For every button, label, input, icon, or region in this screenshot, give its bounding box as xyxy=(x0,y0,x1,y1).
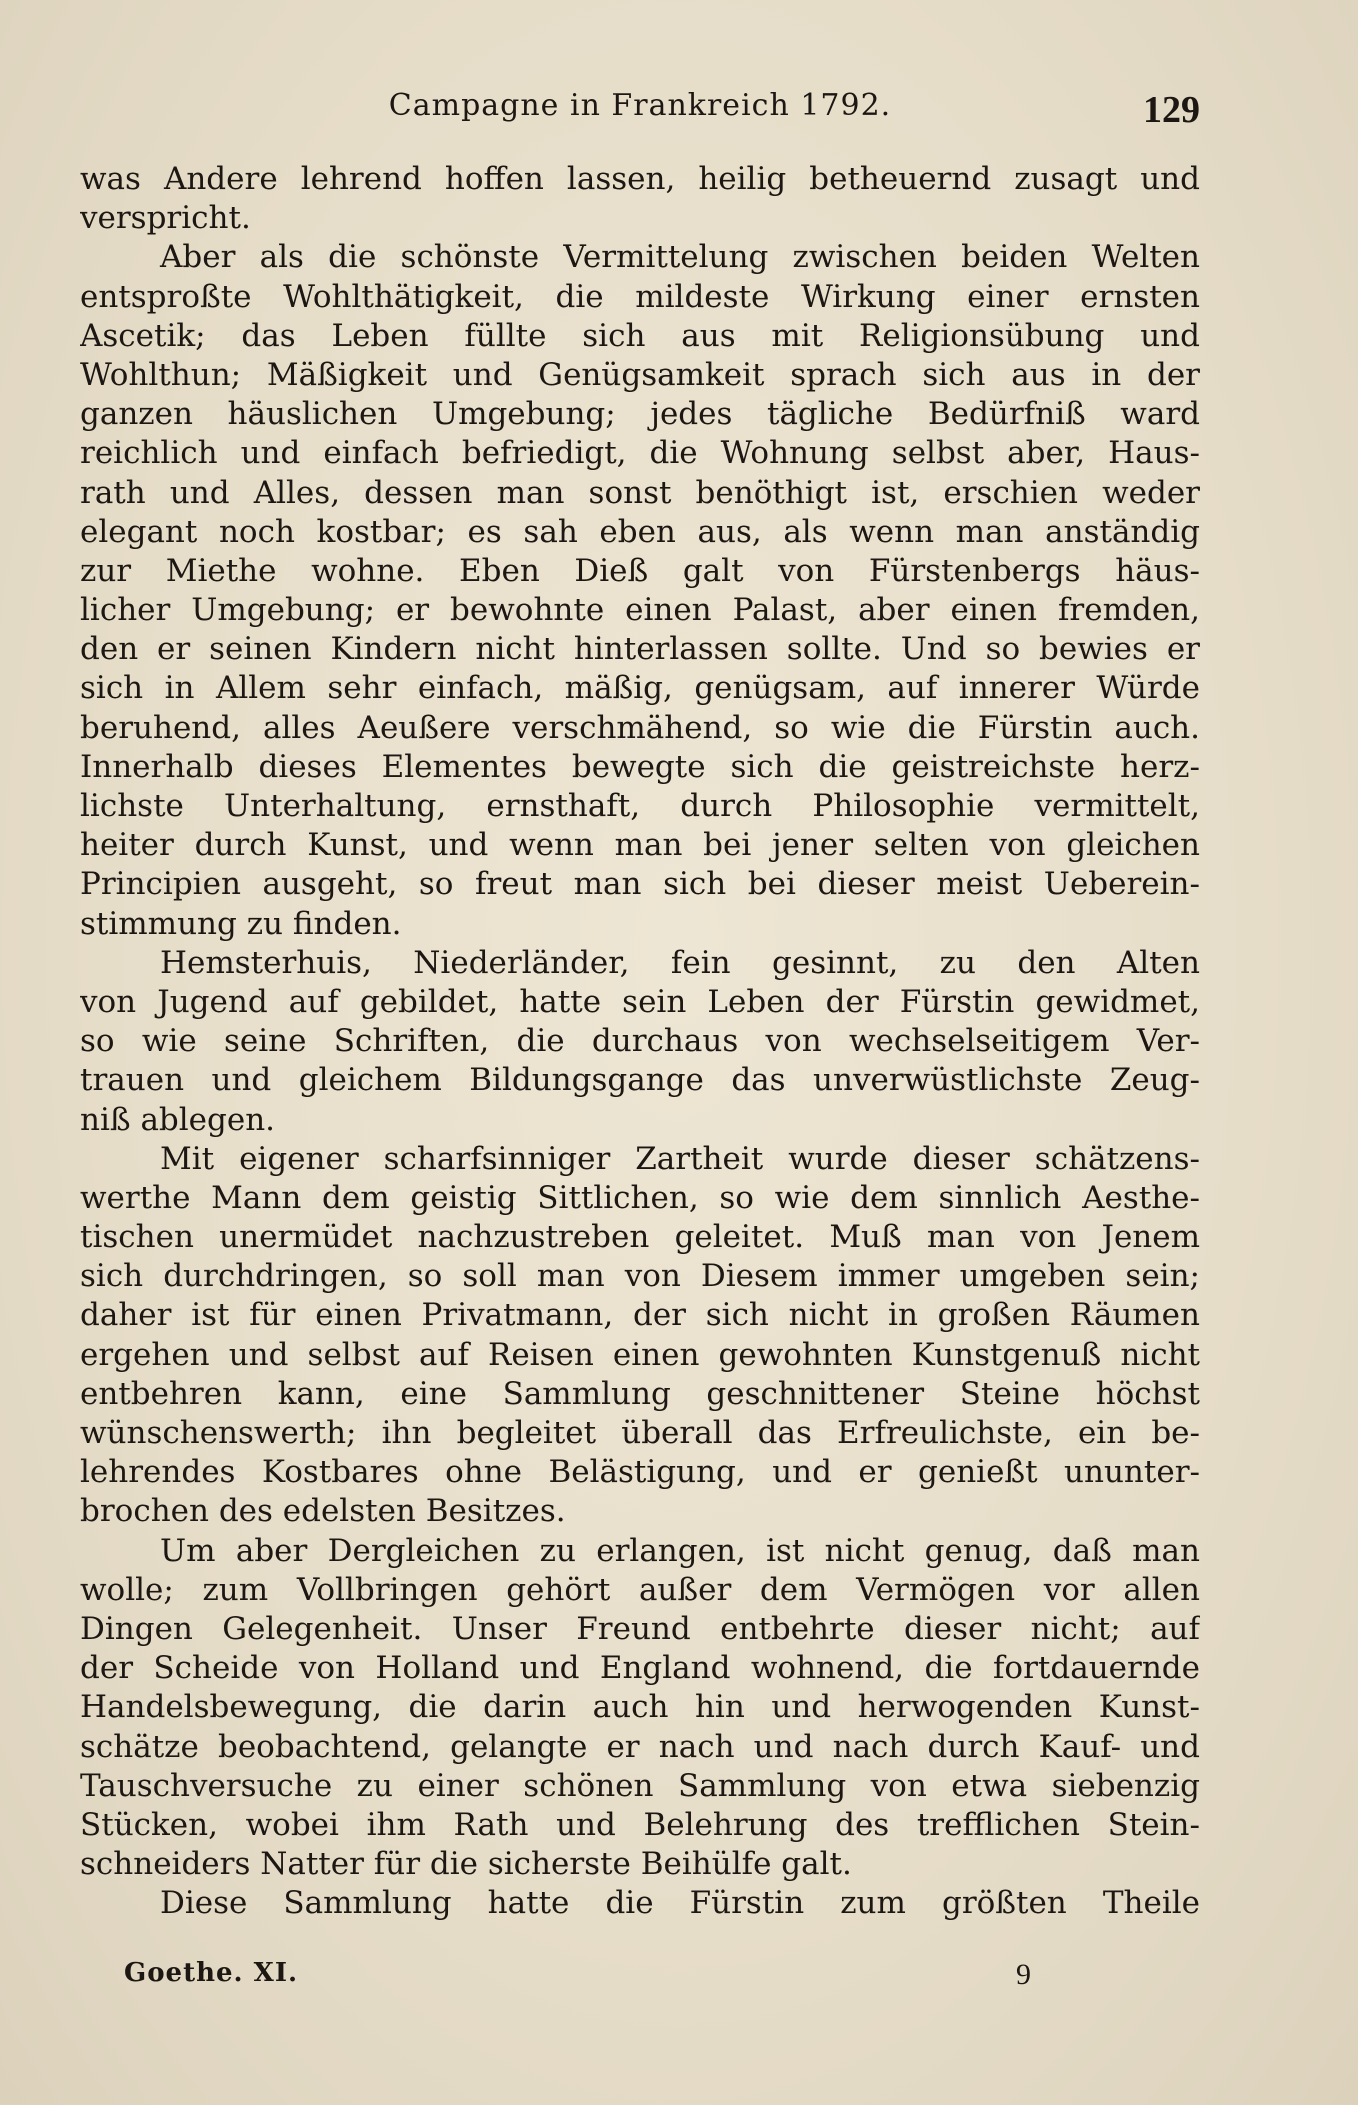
text-line: wolle; zum Vollbringen gehört außer dem Vermögen vor allen xyxy=(80,1571,1200,1608)
text-line: trauen und gleichem Bildungsgange das unverwüstlichste Zeug- xyxy=(80,1062,1200,1099)
paragraph xyxy=(80,1884,1200,1923)
text-line: entsproßte Wohlthätigkeit, die mildeste Wirkung einer ernsten xyxy=(80,278,1200,315)
text-line: beruhend, alles Aeußere verschmähend, so wie die Fürstin auch. xyxy=(80,709,1200,746)
printer-signature: Goethe. XI. xyxy=(124,1958,299,1988)
text-line: lichste Unterhaltung, ernsthaft, durch Philosophie vermittelt, xyxy=(80,788,1200,824)
page-number: 129 xyxy=(1143,89,1200,131)
text-line: Mit eigener scharfsinniger Zartheit wurde dieser schätzens- xyxy=(160,1140,1200,1177)
text-line: brochen des edelsten Besitzes. xyxy=(80,1493,566,1530)
text-line: Hemsterhuis, Niederländer, fein gesinnt, zu den Alten xyxy=(160,944,1200,981)
text-line: verspricht. xyxy=(80,200,251,237)
text-line: Handelsbewegung, die darin auch hin und herwogenden Kunst- xyxy=(80,1689,1200,1726)
text-line: Dingen Gelegenheit. Unser Freund entbehrte dieser nicht; auf xyxy=(80,1610,1200,1647)
text-line: so wie seine Schriften, die durchaus von wechselseitigem Ver- xyxy=(80,1023,1200,1060)
text-line: niß ablegen. xyxy=(80,1101,276,1138)
text-line: zur Miethe wohne. Eben Dieß galt von Fürstenbergs häus- xyxy=(80,552,1200,589)
body-text xyxy=(80,160,1200,1923)
text-line: den er seinen Kindern nicht hinterlassen sollte. Und so bewies er xyxy=(80,631,1200,668)
page-footer xyxy=(124,1958,1200,1998)
text-line: Ascetik; das Leben füllte sich aus mit Religionsübung und xyxy=(80,317,1200,354)
paragraph xyxy=(80,1140,1200,1532)
paragraph xyxy=(80,238,1200,943)
text-line: werthe Mann dem geistig Sittlichen, so wie dem sinnlich Aesthe- xyxy=(80,1179,1200,1216)
text-line: lehrendes Kostbares ohne Belästigung, und er genießt ununter- xyxy=(80,1454,1200,1491)
text-line: von Jugend auf gebildet, hatte sein Leben der Fürstin gewidmet, xyxy=(80,983,1200,1020)
text-line: entbehren kann, eine Sammlung geschnittener Steine höchst xyxy=(80,1375,1200,1412)
text-line: schätze beobachtend, gelangte er nach und nach durch Kauf- und xyxy=(80,1728,1200,1765)
text-line: der Scheide von Holland und England wohnend, die fortdauernde xyxy=(80,1650,1200,1687)
text-line: licher Umgebung; er bewohnte einen Palast, aber einen fremden, xyxy=(80,592,1200,629)
paragraph xyxy=(80,1532,1200,1885)
text-line: rath und Alles, dessen man sonst benöthigt ist, erschien weder xyxy=(80,474,1200,511)
text-line: sich durchdringen, so soll man von Diesem immer umgeben sein; xyxy=(80,1258,1200,1295)
text-line: Principien ausgeht, so freut man sich bei dieser meist Ueberein- xyxy=(80,866,1200,903)
running-head xyxy=(80,88,1200,132)
text-line: Aber als die schönste Vermittelung zwischen beiden Welten xyxy=(160,239,1200,276)
text-line: Diese Sammlung hatte die Fürstin zum größten Theile xyxy=(160,1885,1200,1922)
text-line: reichlich und einfach befriedigt, die Wohnung selbst aber, Haus- xyxy=(80,435,1200,472)
text-line: Wohlthun; Mäßigkeit und Genügsamkeit sprach sich aus in der xyxy=(80,356,1200,393)
text-line: sich in Allem sehr einfach, mäßig, genügsam, auf innerer Würde xyxy=(80,670,1200,707)
text-line: ganzen häuslichen Umgebung; jedes tägliche Bedürfniß ward xyxy=(80,396,1200,433)
text-line: stimmung zu finden. xyxy=(80,905,402,942)
text-line: heiter durch Kunst, und wenn man bei jener selten von gleichen xyxy=(80,827,1200,864)
running-title: Campagne in Frankreich 1792. xyxy=(388,88,892,123)
text-line: Um aber Dergleichen zu erlangen, ist nicht genug, daß man xyxy=(160,1532,1200,1569)
text-line: Innerhalb dieses Elementes bewegte sich die geistreichste herz- xyxy=(80,748,1200,785)
text-line: daher ist für einen Privatmann, der sich nicht in großen Räumen xyxy=(80,1297,1200,1334)
sheet-number: 9 xyxy=(1016,1958,1031,1991)
text-line: schneiders Natter für die sicherste Beihülfe galt. xyxy=(80,1846,852,1883)
text-line: tischen unermüdet nachzustreben geleitet. Muß man von Jenem xyxy=(80,1219,1200,1256)
text-line: Stücken, wobei ihm Rath und Belehrung des trefflichen Stein- xyxy=(80,1806,1200,1843)
text-line: wünschenswerth; ihn begleitet überall das Erfreulichste, ein be- xyxy=(80,1415,1200,1451)
text-line: elegant noch kostbar; es sah eben aus, als wenn man anständig xyxy=(80,513,1200,550)
text-line: ergehen und selbst auf Reisen einen gewohnten Kunstgenuß nicht xyxy=(80,1336,1200,1373)
text-line: was Andere lehrend hoffen lassen, heilig betheuernd zusagt und xyxy=(80,161,1200,197)
paragraph xyxy=(80,944,1200,1140)
paragraph xyxy=(80,160,1200,238)
text-line: Tauschversuche zu einer schönen Sammlung von etwa siebenzig xyxy=(80,1767,1200,1804)
